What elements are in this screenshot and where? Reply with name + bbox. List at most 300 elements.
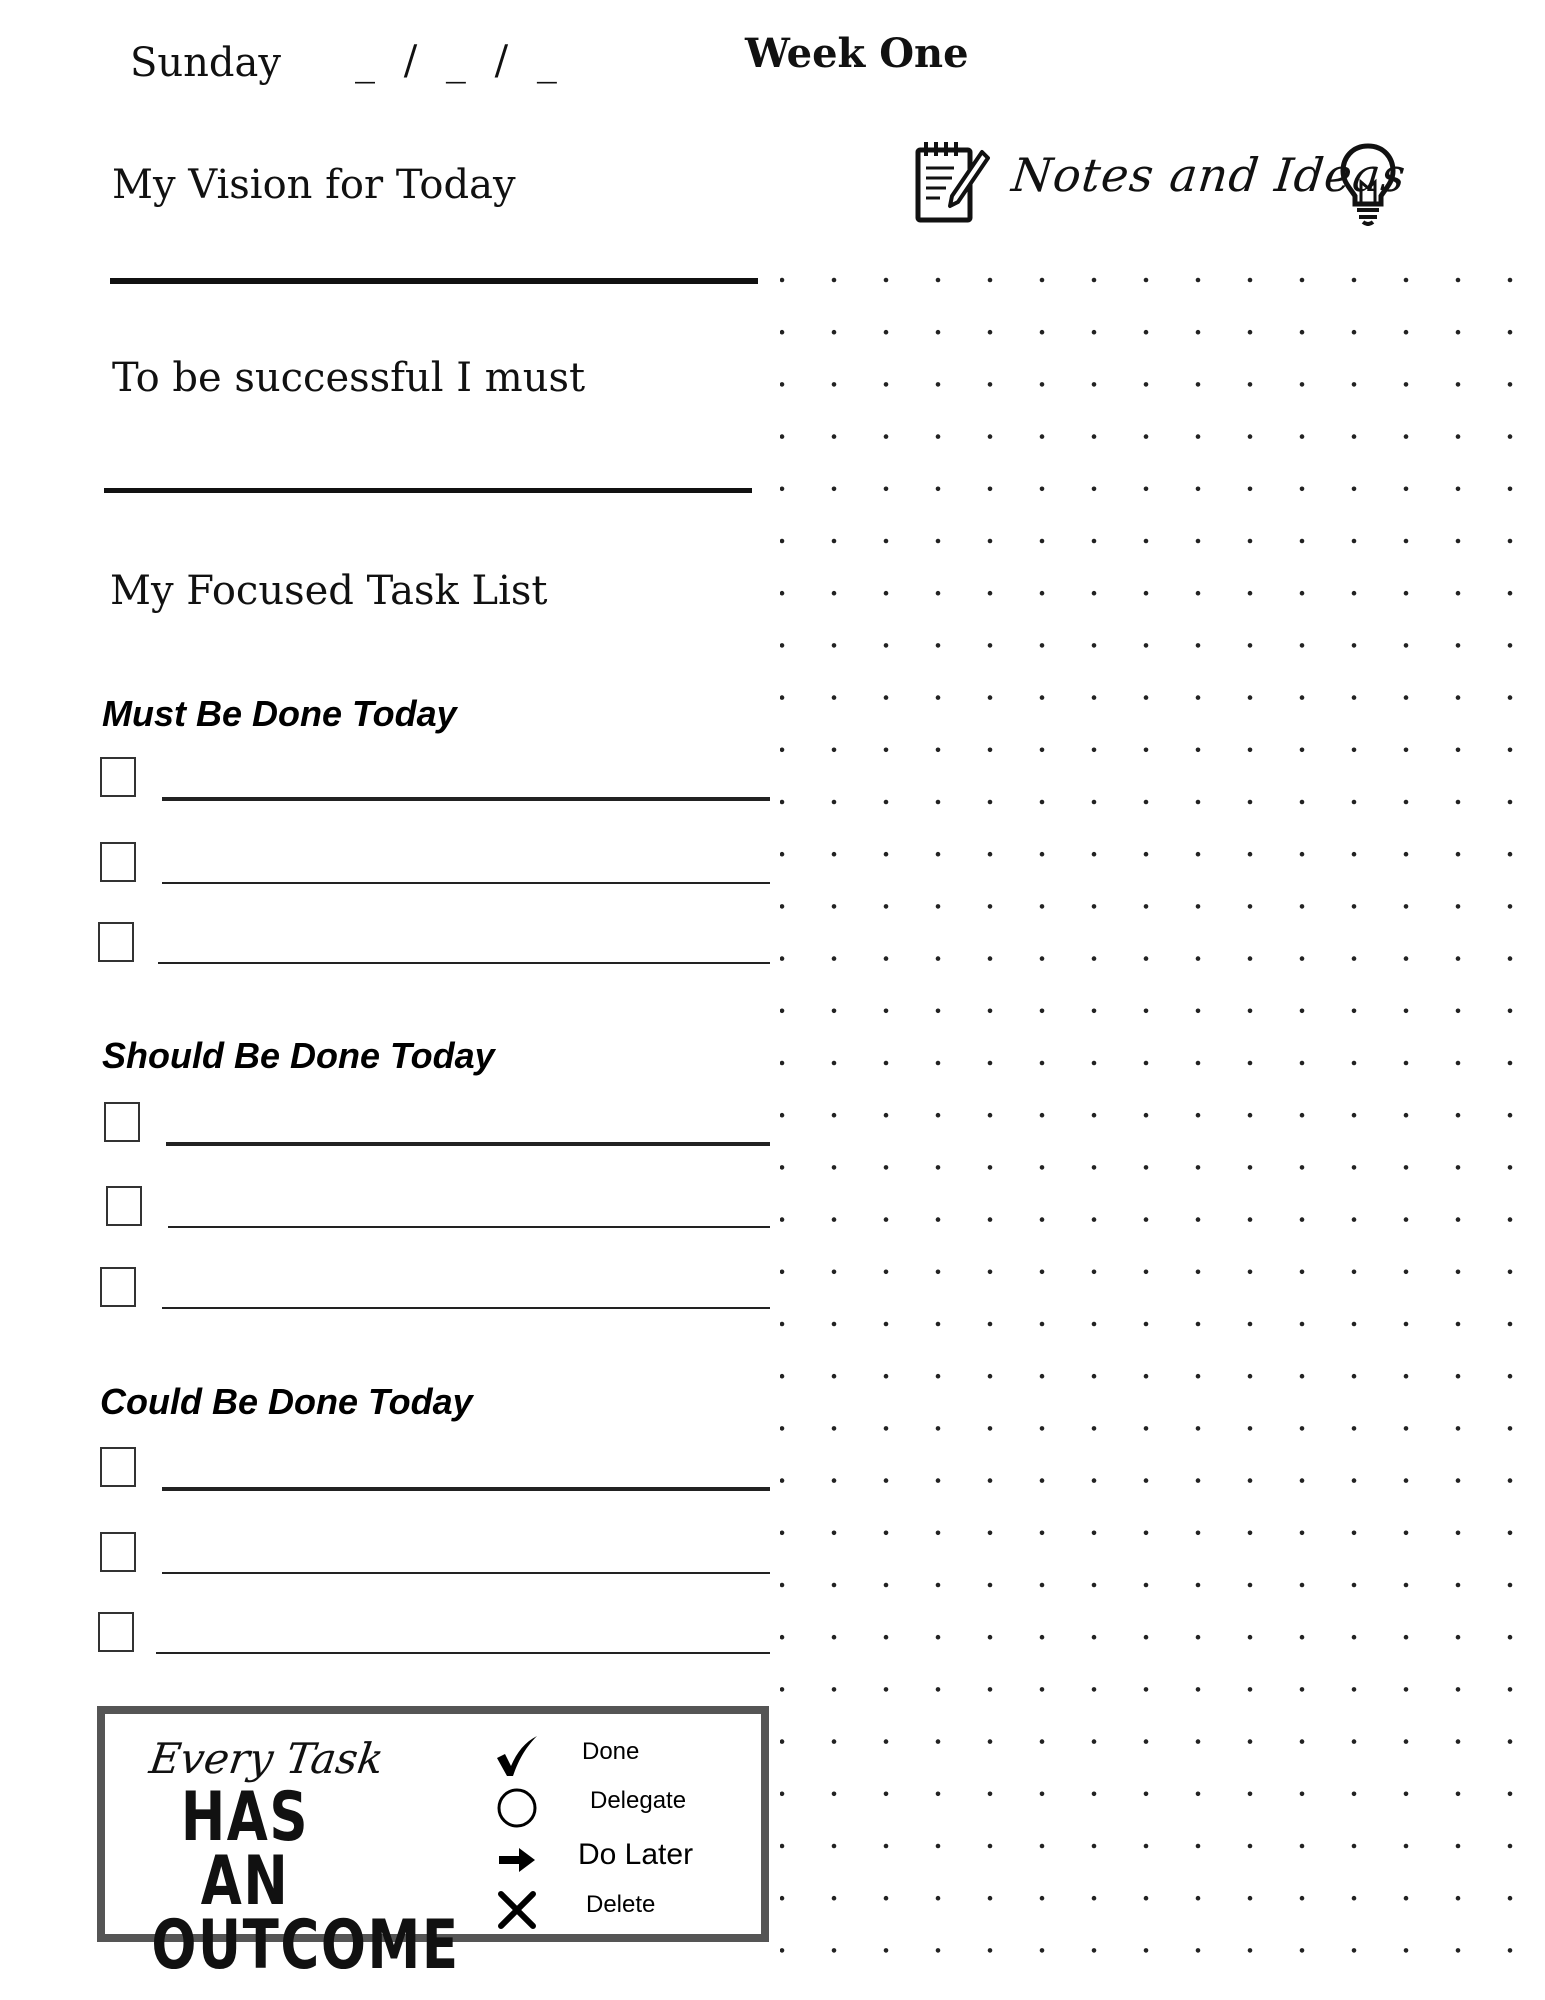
grid-dot — [1040, 591, 1045, 596]
grid-dot — [884, 1896, 889, 1901]
grid-dot — [1144, 1426, 1149, 1431]
grid-dot — [1040, 487, 1045, 492]
grid-dot — [832, 1426, 837, 1431]
grid-dot — [780, 956, 784, 961]
grid-dot — [1352, 1374, 1357, 1379]
grid-dot — [988, 1583, 993, 1588]
grid-dot — [884, 591, 889, 596]
grid-dot — [1352, 1061, 1357, 1066]
grid-dot — [1508, 1687, 1513, 1692]
grid-dot — [1196, 1531, 1201, 1536]
grid-dot — [1196, 1583, 1201, 1588]
grid-dot — [1456, 1009, 1461, 1014]
grid-dot — [1040, 1478, 1045, 1483]
grid-dot — [1300, 1217, 1305, 1222]
grid-dot — [832, 1844, 837, 1849]
grid-dot — [1300, 1635, 1305, 1640]
grid-dot — [1092, 1165, 1097, 1170]
grid-dot — [1040, 382, 1045, 387]
task-checkbox[interactable] — [98, 1612, 134, 1652]
grid-dot — [1404, 1113, 1409, 1118]
grid-dot — [1456, 1792, 1461, 1797]
grid-dot — [1196, 1635, 1201, 1640]
grid-dot — [936, 487, 941, 492]
grid-dot — [1352, 1687, 1357, 1692]
grid-dot — [1144, 1687, 1149, 1692]
task-checkbox[interactable] — [104, 1102, 140, 1142]
task-row — [106, 1186, 770, 1236]
grid-dot — [1248, 1165, 1253, 1170]
grid-dot — [884, 1374, 889, 1379]
grid-dot — [1092, 1635, 1097, 1640]
task-line[interactable] — [166, 1142, 770, 1146]
task-row — [100, 1532, 770, 1582]
grid-dot — [988, 434, 993, 439]
grid-dot — [1352, 1948, 1357, 1953]
grid-dot — [1352, 1844, 1357, 1849]
grid-dot — [1196, 1478, 1201, 1483]
grid-dot — [936, 800, 941, 805]
grid-dot — [1352, 487, 1357, 492]
grid-dot — [1092, 643, 1097, 648]
grid-dot — [936, 852, 941, 857]
grid-dot — [1456, 591, 1461, 596]
grid-dot — [1508, 1478, 1513, 1483]
grid-dot — [1404, 434, 1409, 439]
grid-dot — [1508, 800, 1513, 805]
task-line[interactable] — [162, 1572, 770, 1574]
grid-dot — [1300, 1478, 1305, 1483]
grid-dot — [884, 748, 889, 753]
vision-title: My Vision for Today — [112, 162, 516, 208]
grid-dot — [780, 800, 784, 805]
grid-dot — [884, 1844, 889, 1849]
grid-dot — [988, 382, 993, 387]
grid-dot — [780, 1217, 784, 1222]
grid-dot — [1248, 539, 1253, 544]
grid-dot — [1456, 1844, 1461, 1849]
grid-dot — [780, 1635, 784, 1640]
grid-dot — [1300, 539, 1305, 544]
grid-dot — [1404, 956, 1409, 961]
grid-dot — [1508, 643, 1513, 648]
task-checkbox[interactable] — [100, 1532, 136, 1572]
grid-dot — [988, 1009, 993, 1014]
lightbulb-icon — [1337, 140, 1399, 226]
grid-dot — [936, 1635, 941, 1640]
task-row — [104, 1102, 770, 1152]
grid-dot — [1248, 1009, 1253, 1014]
grid-dot — [1352, 852, 1357, 857]
grid-dot — [1352, 434, 1357, 439]
task-line[interactable] — [156, 1652, 770, 1654]
grid-dot — [1456, 382, 1461, 387]
grid-dot — [1300, 1739, 1305, 1744]
grid-dot — [1508, 278, 1513, 283]
task-row — [98, 922, 770, 972]
grid-dot — [780, 382, 784, 387]
grid-dot — [936, 1948, 941, 1953]
grid-dot — [1456, 1739, 1461, 1744]
grid-dot — [1040, 1531, 1045, 1536]
grid-dot — [1300, 1374, 1305, 1379]
grid-dot — [1040, 1635, 1045, 1640]
grid-dot — [1248, 904, 1253, 909]
grid-dot — [1352, 1478, 1357, 1483]
grid-dot — [1456, 1583, 1461, 1588]
grid-dot — [1092, 539, 1097, 544]
grid-dot — [1040, 434, 1045, 439]
grid-dot — [1300, 1792, 1305, 1797]
grid-dot — [1404, 382, 1409, 387]
task-line[interactable] — [162, 1307, 770, 1309]
grid-dot — [1196, 748, 1201, 753]
grid-dot — [1144, 1061, 1149, 1066]
grid-dot — [1300, 1061, 1305, 1066]
grid-dot — [936, 278, 941, 283]
arrow-right-icon — [495, 1838, 539, 1882]
grid-dot — [1092, 1061, 1097, 1066]
grid-dot — [1144, 1531, 1149, 1536]
grid-dot — [1352, 1635, 1357, 1640]
legend-line2-3 — [151, 1778, 460, 1985]
grid-dot — [1092, 1896, 1097, 1901]
grid-dot — [1144, 748, 1149, 753]
grid-dot — [1040, 904, 1045, 909]
grid-dot — [988, 1270, 993, 1275]
task-row — [98, 1612, 770, 1662]
legend-delete: Delete — [586, 1891, 656, 1918]
grid-dot — [936, 1896, 941, 1901]
grid-dot — [1456, 695, 1461, 700]
grid-dot — [1040, 1322, 1045, 1327]
grid-dot — [1508, 1896, 1513, 1901]
grid-dot — [1196, 695, 1201, 700]
grid-dot — [1248, 487, 1253, 492]
grid-dot — [1144, 487, 1149, 492]
grid-dot — [1352, 1113, 1357, 1118]
legend-line1: Every Task — [146, 1734, 387, 1783]
grid-dot — [1144, 591, 1149, 596]
grid-dot — [936, 434, 941, 439]
grid-dot — [832, 1687, 837, 1692]
grid-dot — [884, 539, 889, 544]
grid-dot — [832, 1061, 837, 1066]
task-line[interactable] — [158, 962, 770, 964]
grid-dot — [1456, 1635, 1461, 1640]
grid-dot — [1508, 539, 1513, 544]
grid-dot — [1248, 800, 1253, 805]
grid-dot — [1248, 1896, 1253, 1901]
grid-dot — [832, 1217, 837, 1222]
grid-dot — [936, 382, 941, 387]
grid-dot — [1300, 278, 1305, 283]
grid-dot — [832, 330, 837, 335]
grid-dot — [988, 1165, 993, 1170]
grid-dot — [780, 330, 784, 335]
grid-dot — [1456, 852, 1461, 857]
grid-dot — [988, 1322, 993, 1327]
grid-dot — [1508, 1635, 1513, 1640]
grid-dot — [1196, 852, 1201, 857]
grid-dot — [1196, 591, 1201, 596]
grid-dot — [1352, 1792, 1357, 1797]
grid-dot — [936, 1687, 941, 1692]
grid-dot — [988, 800, 993, 805]
grid-dot — [832, 1009, 837, 1014]
grid-dot — [1144, 1374, 1149, 1379]
grid-dot — [1404, 904, 1409, 909]
task-checkbox[interactable] — [98, 922, 134, 962]
grid-dot — [1404, 1374, 1409, 1379]
task-row — [100, 1267, 770, 1317]
grid-dot — [1352, 539, 1357, 544]
grid-dot — [988, 1113, 993, 1118]
grid-dot — [1404, 852, 1409, 857]
grid-dot — [936, 1792, 941, 1797]
grid-dot — [1196, 800, 1201, 805]
grid-dot — [936, 1113, 941, 1118]
grid-dot — [1300, 1165, 1305, 1170]
grid-dot — [1300, 487, 1305, 492]
grid-dot — [1456, 1165, 1461, 1170]
grid-dot — [1456, 1948, 1461, 1953]
legend-done: Done — [582, 1738, 640, 1765]
grid-dot — [1144, 1478, 1149, 1483]
notes-title: Notes and Ideas — [1009, 148, 1409, 202]
grid-dot — [1144, 904, 1149, 909]
date-field[interactable]: _ / _ / _ — [355, 38, 565, 84]
grid-dot — [780, 487, 784, 492]
grid-dot — [1092, 1270, 1097, 1275]
grid-dot — [936, 1165, 941, 1170]
grid-dot — [832, 1270, 837, 1275]
grid-dot — [884, 1165, 889, 1170]
grid-dot — [1092, 1322, 1097, 1327]
task-checkbox[interactable] — [100, 842, 136, 882]
grid-dot — [1456, 539, 1461, 544]
grid-dot — [1248, 852, 1253, 857]
task-checkbox[interactable] — [100, 1447, 136, 1487]
grid-dot — [1248, 1687, 1253, 1692]
grid-dot — [780, 278, 784, 283]
grid-dot — [1404, 1531, 1409, 1536]
grid-dot — [1196, 1426, 1201, 1431]
grid-dot — [1508, 956, 1513, 961]
grid-dot — [1144, 434, 1149, 439]
grid-dot — [780, 591, 784, 596]
task-line[interactable] — [162, 882, 770, 884]
grid-dot — [832, 539, 837, 544]
outcome-legend — [97, 1706, 769, 1985]
grid-dot — [1196, 1687, 1201, 1692]
grid-dot — [1508, 1061, 1513, 1066]
grid-dot — [1144, 800, 1149, 805]
grid-dot — [1092, 748, 1097, 753]
grid-dot — [884, 643, 889, 648]
task-checkbox[interactable] — [100, 1267, 136, 1307]
grid-dot — [988, 330, 993, 335]
grid-dot — [1248, 1374, 1253, 1379]
grid-dot — [1508, 1792, 1513, 1797]
grid-dot — [1196, 1948, 1201, 1953]
grid-dot — [780, 1165, 784, 1170]
grid-dot — [1508, 852, 1513, 857]
grid-dot — [780, 748, 784, 753]
grid-dot — [1352, 643, 1357, 648]
grid-dot — [1404, 1792, 1409, 1797]
grid-dot — [1456, 1896, 1461, 1901]
grid-dot — [1508, 330, 1513, 335]
task-line[interactable] — [162, 797, 770, 801]
task-checkbox[interactable] — [100, 757, 136, 797]
grid-dot — [1144, 1270, 1149, 1275]
grid-dot — [1040, 1426, 1045, 1431]
grid-dot — [1040, 748, 1045, 753]
grid-dot — [1456, 1687, 1461, 1692]
grid-dot — [884, 1739, 889, 1744]
grid-dot — [936, 1270, 941, 1275]
grid-dot — [1352, 382, 1357, 387]
grid-dot — [1300, 591, 1305, 596]
grid-dot — [1352, 800, 1357, 805]
grid-dot — [1092, 382, 1097, 387]
grid-dot — [1456, 1270, 1461, 1275]
grid-dot — [988, 1531, 993, 1536]
grid-dot — [1508, 1217, 1513, 1222]
grid-dot — [1092, 1478, 1097, 1483]
grid-dot — [1300, 695, 1305, 700]
grid-dot — [1404, 330, 1409, 335]
grid-dot — [1352, 1739, 1357, 1744]
legend-do-later: Do Later — [578, 1838, 694, 1871]
grid-dot — [884, 1583, 889, 1588]
grid-dot — [1092, 1948, 1097, 1953]
grid-dot — [1092, 330, 1097, 335]
grid-dot — [832, 1948, 837, 1953]
grid-dot — [1508, 1270, 1513, 1275]
grid-dot — [1144, 1896, 1149, 1901]
grid-dot — [1196, 1113, 1201, 1118]
grid-dot — [1040, 278, 1045, 283]
grid-dot — [1456, 904, 1461, 909]
grid-dot — [1248, 1426, 1253, 1431]
grid-dot — [780, 695, 784, 700]
grid-dot — [1092, 956, 1097, 961]
grid-dot — [1040, 1270, 1045, 1275]
task-checkbox[interactable] — [106, 1186, 142, 1226]
grid-dot — [1144, 1739, 1149, 1744]
grid-dot — [1404, 1165, 1409, 1170]
task-line[interactable] — [162, 1487, 770, 1491]
grid-dot — [1404, 1583, 1409, 1588]
grid-dot — [1040, 1739, 1045, 1744]
grid-dot — [780, 1478, 784, 1483]
grid-dot — [1092, 1531, 1097, 1536]
notes-header — [912, 140, 1412, 230]
success-line[interactable] — [104, 488, 752, 493]
grid-dot — [988, 1687, 993, 1692]
grid-dot — [1196, 434, 1201, 439]
grid-dot — [1352, 1896, 1357, 1901]
grid-dot — [936, 330, 941, 335]
grid-dot — [780, 1583, 784, 1588]
grid-dot — [1248, 748, 1253, 753]
grid-dot — [988, 1374, 993, 1379]
grid-dot — [1456, 330, 1461, 335]
grid-dot — [1456, 434, 1461, 439]
vision-line[interactable] — [110, 278, 758, 284]
grid-dot — [1300, 1322, 1305, 1327]
grid-dot — [1352, 278, 1357, 283]
task-row — [100, 842, 770, 892]
grid-dot — [1456, 1061, 1461, 1066]
grid-dot — [780, 852, 784, 857]
grid-dot — [936, 591, 941, 596]
grid-dot — [988, 695, 993, 700]
grid-dot — [1300, 382, 1305, 387]
grid-dot — [1248, 1531, 1253, 1536]
grid-dot — [1508, 487, 1513, 492]
grid-dot — [884, 1792, 889, 1797]
grid-dot — [780, 1061, 784, 1066]
grid-dot — [1040, 1687, 1045, 1692]
grid-dot — [1248, 1948, 1253, 1953]
grid-dot — [832, 695, 837, 700]
grid-dot — [1040, 1844, 1045, 1849]
legend-delegate: Delegate — [590, 1787, 687, 1814]
task-line[interactable] — [168, 1226, 770, 1228]
grid-dot — [884, 1687, 889, 1692]
grid-dot — [1196, 539, 1201, 544]
grid-dot — [1508, 1948, 1513, 1953]
grid-dot — [988, 487, 993, 492]
grid-dot — [1040, 1792, 1045, 1797]
grid-dot — [884, 278, 889, 283]
grid-dot — [1352, 1217, 1357, 1222]
grid-dot — [1248, 1061, 1253, 1066]
grid-dot — [1144, 1217, 1149, 1222]
grid-dot — [1248, 1583, 1253, 1588]
grid-dot — [832, 1792, 837, 1797]
grid-dot — [1300, 1113, 1305, 1118]
grid-dot — [1352, 748, 1357, 753]
grid-dot — [780, 1896, 784, 1901]
dot-grid-notes-area[interactable] — [780, 270, 1545, 2000]
grid-dot — [1196, 1009, 1201, 1014]
grid-dot — [832, 800, 837, 805]
grid-dot — [1456, 1374, 1461, 1379]
grid-dot — [832, 382, 837, 387]
grid-dot — [1456, 800, 1461, 805]
grid-dot — [884, 1217, 889, 1222]
grid-dot — [1300, 1531, 1305, 1536]
grid-dot — [1456, 748, 1461, 753]
grid-dot — [1040, 800, 1045, 805]
grid-dot — [1092, 1844, 1097, 1849]
checkmark-icon — [495, 1734, 539, 1778]
grid-dot — [832, 1739, 837, 1744]
grid-dot — [1144, 330, 1149, 335]
grid-dot — [1508, 591, 1513, 596]
grid-dot — [936, 695, 941, 700]
grid-dot — [780, 904, 784, 909]
grid-dot — [1092, 904, 1097, 909]
grid-dot — [1300, 1844, 1305, 1849]
grid-dot — [1508, 1531, 1513, 1536]
grid-dot — [1404, 695, 1409, 700]
grid-dot — [936, 1374, 941, 1379]
